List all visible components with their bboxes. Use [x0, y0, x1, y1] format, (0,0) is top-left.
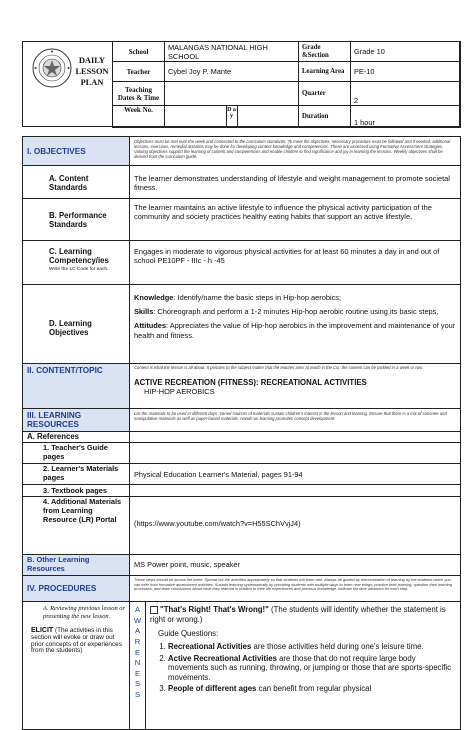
dates-label: Teaching Dates & Time	[113, 82, 165, 106]
awareness-letter: A	[134, 626, 141, 636]
guide-question	[168, 642, 456, 652]
activity-title: "That's Right! That's Wrong!"	[160, 605, 269, 615]
guide-question	[168, 684, 456, 694]
week-day-cell	[165, 106, 299, 128]
procedures-heading: IV. PROCEDURES	[23, 576, 130, 602]
objectives-heading: I. OBJECTIVES	[23, 137, 130, 166]
awareness-letter: N	[134, 658, 141, 668]
deped-seal-logo	[32, 48, 72, 88]
topic-title: ACTIVE RECREATION (FITNESS): RECREATIONAL ACTIVITIES	[134, 378, 367, 387]
other-resources-value: MS Power point, music, speaker	[130, 555, 461, 576]
week-value	[165, 106, 227, 127]
learning-objectives-label: D. Learning Objectives	[23, 285, 130, 364]
awareness-letter: W	[133, 615, 142, 625]
quarter-value: 2	[351, 82, 461, 106]
objectives-note: Objectives must be met over the week and connected to the curriculum standards. To meet the objectives, necessary procedure must be followed and if needed, additional lessons, exercises, remedial activities may be done for developing content knowledge and competencies. These are assessed using Formative Assessment strategies. Valuing objectives support the learning of content and competencies and enable children to find significance and joy in learning the lessons. Weekly objectives shall be derived from the curriculum guide.	[130, 137, 461, 166]
resources-note: List the materials to be used in different days. Varied sources of materials sustain children's interest in the lesson and learning. Ensure that there is a mix of concrete and manipulative materials as well as paper-based materials. Hands-on learning promotes concept development.	[130, 409, 461, 432]
duration-value: 1 hour	[351, 106, 461, 128]
day-value	[237, 106, 299, 127]
topic-subtitle: HIP-HOP AEROBICS	[144, 387, 215, 396]
performance-standards-text: The learner maintains an active lifestyle to influence the physical activity participation of the community and society practices healthy eating habits that support an active lifestyle.	[130, 199, 461, 241]
content-note: Content is what the lesson is all about. It pertains to the subject matter that the teacher aims to teach in the CG, the content can be tackled in a week or two.	[134, 365, 424, 370]
awareness-letter: S	[134, 679, 141, 689]
references-label: A. References	[23, 432, 130, 443]
awareness-letter: R	[134, 636, 141, 646]
content-standards-text: The learner demonstrates understanding of lifestyle and weight management to promote societal fitness.	[130, 166, 461, 199]
teacher-label: Teacher	[113, 62, 165, 82]
textbook-value	[130, 485, 461, 497]
question-text: are those that do not require large body movements such as running, throwing, or jumping or those that are sports-specific movements.	[168, 653, 451, 682]
duration-label: Duration	[299, 106, 351, 128]
elicit-label: ELICIT	[31, 627, 54, 635]
grade-label: Grade &Section	[299, 42, 351, 62]
other-resources-label: B. Other Learning Resources	[23, 555, 130, 576]
title-line-2: LESSON	[75, 67, 109, 76]
attitudes-objective	[134, 321, 456, 339]
knowledge-label: Knowledge	[134, 293, 174, 302]
activity-cell	[146, 602, 461, 730]
header-info-table	[112, 41, 461, 128]
additional-materials-value[interactable]: (https://www.youtube.com/watch?v=H55SChVvjJ4)	[130, 497, 461, 555]
teacher-value: Cybel Joy P. Mante	[165, 62, 299, 82]
references-value	[130, 432, 461, 443]
learner-materials-label: 2. Learner's Materials pages	[23, 464, 130, 485]
guide-questions-list	[150, 642, 456, 694]
elicit-block	[31, 628, 125, 654]
elicit-text: (The activities in this section will evoke or draw out prior concepts of or experiences from the students)	[31, 627, 122, 655]
resources-heading: III. LEARNING RESOURCES	[23, 409, 130, 432]
quarter-label: Quarter	[299, 82, 351, 106]
competency-note: Write the LC Code for each.	[49, 267, 109, 272]
title-line-3: PLAN	[80, 78, 104, 87]
skills-text: : Choreograph and perform a 1-2 minutes Hip-hop aerobic routine using its basic steps,	[153, 307, 439, 317]
grade-value: Grade 10	[351, 42, 461, 62]
additional-materials-label: 4. Additional Materials from Learning Resource (LR) Portal	[23, 497, 130, 555]
guide-question	[168, 654, 456, 683]
awareness-letter: E	[134, 668, 141, 678]
title-line-1: DAILY	[78, 56, 106, 65]
question-bold: Recreational Activities	[168, 641, 252, 651]
teacher-guide-value	[130, 443, 461, 464]
week-label: Week No.	[113, 106, 165, 128]
skills-objective	[134, 307, 456, 316]
learning-area-value: PE-10	[351, 62, 461, 82]
procedures-note: These steps should be across the week. Spread out the activities appropriately so that students will learn well. Always be guided by demonstration of learning by the students which you can infer from formative assessment activities. Sustain learning systematically by providing students with multiple ways to learn new things, practice their learning, question their learning processes, and draw conclusions about what they learned in relation to their life experiences and previous knowledge. Indicate the time allotment for each step.	[130, 576, 461, 602]
learner-materials-value: Physical Education Learner's Material, pages 91-94	[130, 464, 461, 485]
content-cell	[130, 364, 461, 409]
activity-intro	[150, 605, 456, 624]
dates-value	[165, 82, 299, 106]
skills-label: Skills	[134, 307, 154, 317]
awareness-letter: S	[134, 689, 141, 699]
school-value: MALANGAS NATIONAL HIGH SCHOOL	[165, 42, 299, 62]
performance-standards-label: B. Performance Standards	[23, 199, 130, 241]
textbook-label: 3. Textbook pages	[23, 485, 130, 497]
question-bold: People of different ages	[168, 684, 257, 694]
guide-questions-label: Guide Questions:	[158, 629, 219, 639]
content-standards-label: A. Content Standards	[23, 166, 130, 199]
question-text: are those activities held during one's leisure time.	[251, 641, 424, 651]
knowledge-text: : Identify/name the basic steps in Hip-hop aerobics;	[173, 293, 342, 302]
competency-label: C. Learning Competency/ies	[49, 247, 109, 265]
knowledge-objective	[134, 293, 456, 302]
step-a-text: A. Reviewing previous lesson or presenting the new lesson.	[43, 605, 125, 620]
question-bold: Active Recreational Activities	[168, 653, 277, 663]
question-text: can benefit from regular physical	[256, 684, 372, 694]
daily-lesson-plan-title	[74, 55, 110, 88]
step-a-cell	[23, 602, 130, 730]
competency-text: Engages in moderate to vigorous physical activities for at least 60 minutes a day in and out of school PE10PF - IIIc - h -45	[130, 241, 461, 285]
competency-cell	[23, 241, 130, 285]
attitudes-text: : Appreciates the value of Hip-hop aerobics in the improvement and maintenance of your health and fitness.	[134, 321, 456, 340]
awareness-letter: E	[134, 647, 141, 657]
teacher-guide-label: 1. Teacher's Guide pages	[23, 443, 130, 464]
day-label: D a y	[227, 107, 236, 119]
awareness-letter: A	[134, 605, 141, 615]
lesson-plan-table	[22, 136, 461, 730]
learning-objectives-cell	[130, 285, 461, 364]
activity-text: (The students will identify whether the statement is right or wrong.)	[150, 605, 446, 624]
attitudes-label: Attitudes	[134, 321, 167, 331]
checkbox-icon	[150, 606, 158, 614]
content-heading: II. CONTENT/TOPIC	[23, 364, 130, 409]
awareness-column	[130, 602, 146, 730]
learning-area-label: Learning Area	[299, 62, 351, 82]
school-label: School	[113, 42, 165, 62]
